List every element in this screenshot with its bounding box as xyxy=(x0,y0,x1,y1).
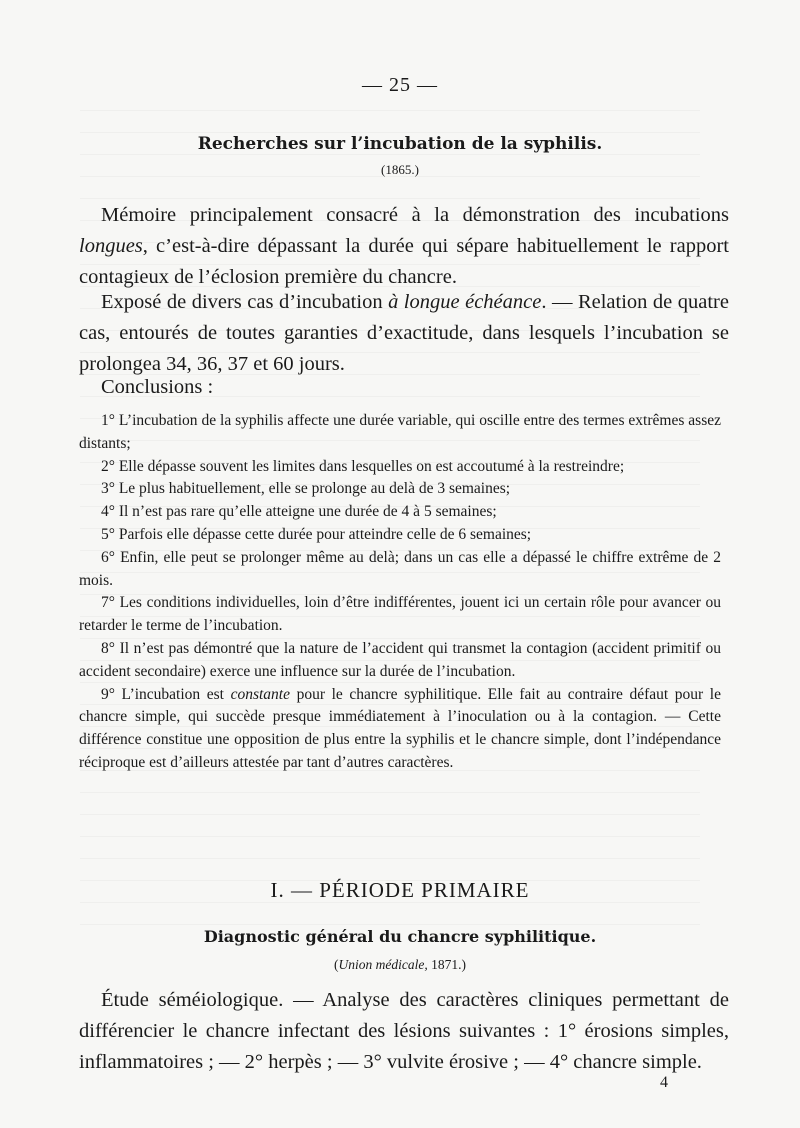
conclusion-item: 3° Le plus habituellement, elle se prolonge au delà de 3 semaines; xyxy=(101,480,511,498)
source-journal: Union médicale, xyxy=(338,957,428,972)
conclusion-item: 5° Parfois elle dépasse cette durée pour atteindre celle de 6 semaines; xyxy=(101,525,532,543)
conclusion-item xyxy=(79,684,721,775)
conclusion-item: 1° L’incubation de la syphilis affecte une durée variable, qui oscille entre des termes extrêmes assez distants; xyxy=(79,412,721,452)
conclusion-item: 4° Il n’est pas rare qu’elle atteigne une durée de 4 à 5 semaines; xyxy=(101,503,497,521)
conclusions-heading xyxy=(79,372,729,403)
conclusions-list xyxy=(79,410,721,775)
paragraph-etude xyxy=(79,985,729,1078)
signature-mark: 4 xyxy=(660,1074,668,1091)
paragraph-text: pour le chancre syphilitique. Elle fait au contraire défaut pour le chancre simple, qui succède presque immédiatement à l’inoculation ou à la contagion. — Cette différence constitue une opposition de plus entre la syphilis et le chancre simple, dont l’indépendance réciproque est d’ailleurs attestée par tant d’autres caractères. xyxy=(79,685,721,771)
paragraph-expose xyxy=(79,287,729,380)
paragraph-text: 9° L’incubation est xyxy=(101,685,231,703)
paragraph-text: , c’est-à-dire dépassant la durée qui sépare habituellement le rapport contagieux de l’éclosion première du chancre. xyxy=(79,235,729,288)
article-year: (1865.) xyxy=(381,162,419,177)
conclusions-label: Conclusions : xyxy=(101,376,214,398)
conclusion-item: 6° Enfin, elle peut se prolonger même au delà; dans un cas elle a dépassé le chiffre extrême de 2 mois. xyxy=(79,548,721,589)
conclusion-item: 8° Il n’est pas démontré que la nature de l’accident qui transmet la contagion (accident primitif ou accident secondaire) exerce une influence sur la durée de l’incubation. xyxy=(79,639,721,680)
paragraph-text: Exposé de divers cas d’incubation xyxy=(101,291,389,313)
emphasis-text: à longue échéance xyxy=(388,291,542,313)
conclusion-item: 2° Elle dépasse souvent les limites dans lesquelles on est accoutumé à la restreindre; xyxy=(101,457,625,475)
paragraph-text: . — Relation de quatre cas, entourés de toutes garanties d’exactitude, dans lesquels l’incubation se prolongea 34, 36, 37 et 60 jours. xyxy=(79,291,729,375)
page-number: — 25 — xyxy=(362,74,438,96)
emphasis-text: longues xyxy=(79,235,143,257)
section-heading: I. — PÉRIODE PRIMAIRE xyxy=(270,878,530,902)
paragraph-text: Mémoire principalement consacré à la démonstration des incubations xyxy=(101,204,729,226)
section-source: (Union médicale, 1871.) xyxy=(334,957,466,972)
paragraph-text: Étude séméiologique. — Analyse des caractères cliniques permettant de différencier le chancre infectant des lésions suivantes : 1° érosions simples, inflammatoires ; — 2° herpès ; — 3° vulvite érosive ; — 4° chancre simple. xyxy=(79,989,729,1073)
conclusion-item: 7° Les conditions individuelles, loin d’être indifférentes, jouent ici un certain rôle pour avancer ou retarder le terme de l’incubation. xyxy=(79,594,721,635)
source-year: 1871. xyxy=(427,957,462,972)
section-subtitle: Diagnostic général du chancre syphilitique. xyxy=(203,927,597,946)
emphasis-text: constante xyxy=(230,685,290,703)
paragraph-memoire xyxy=(79,200,729,293)
article-title: Recherches sur l’incubation de la syphilis. xyxy=(197,134,603,154)
